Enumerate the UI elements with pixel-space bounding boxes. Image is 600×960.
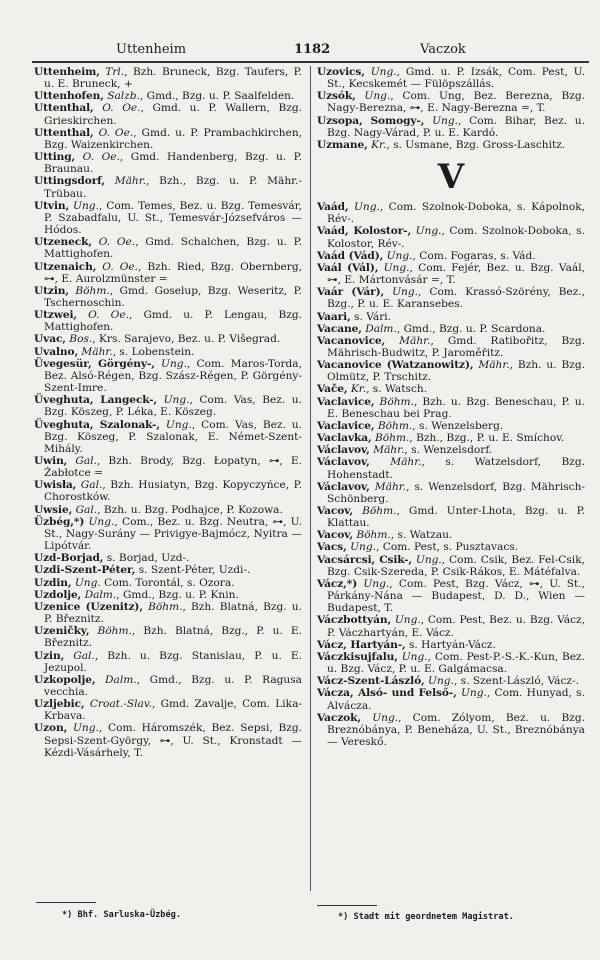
entry-details: , s. Szent-László, Vácz-. — [453, 675, 579, 688]
entry-place-name: Vácza, Alsó- und Felső-, — [317, 687, 457, 700]
entry-details: , Gmd. Zavalje, Com. Lika-Krbava. — [44, 698, 302, 723]
entry-details: , Gmd. Handenberg, Bzg. u. P. Braunau. — [44, 151, 302, 176]
entry-place-name: Üveghuta, Szalonak-, — [34, 418, 160, 431]
gazetteer-entry — [34, 333, 302, 345]
entry-details: , Com. Pest, Bez. u. Bzg. Vácz, P. Váczhartyán, E. Vácz. — [327, 614, 585, 639]
gazetteer-entry — [34, 552, 302, 564]
gazetteer-entry — [34, 200, 302, 236]
entry-details: , Bzh. Blatná, Bzg., P. u. E. Březnitz. — [44, 625, 302, 650]
right-column — [317, 66, 585, 748]
entry-region: Mähr. — [374, 480, 407, 493]
entry-details: s. Hartyán-Vácz. — [408, 638, 496, 651]
entry-details: , Bzh. u. Bzg. Olmütz, P. Trschitz. — [327, 359, 586, 384]
entry-details: , Bzh., Bzg., P. u. E. Smíchov. — [409, 432, 565, 445]
gazetteer-entry — [34, 625, 302, 649]
entry-details: , Com. Krassó-Szörény, Bez., Bzg., P. u. E. Karansebes. — [327, 286, 585, 311]
gazetteer-entry — [34, 722, 302, 758]
right-column-u-entries — [317, 66, 585, 151]
entry-region: Mähr. — [399, 334, 431, 347]
entry-region: Dalm. — [84, 588, 117, 601]
entry-place-name: Vacov, — [317, 529, 354, 542]
entry-place-name: Uzdin, — [34, 576, 72, 589]
entry-place-name: Uzin, — [34, 649, 65, 662]
gazetteer-entry — [317, 250, 585, 262]
entry-details: , Gmd. Unter-Lhota, Bzg. u. P. Klattau. — [327, 505, 586, 530]
gazetteer-entry — [317, 687, 585, 711]
gazetteer-entry — [34, 419, 302, 455]
entry-details: , Com., Bez. u. Bzg. Neutra, ⊶, U. St., Nagy-Surány — Privigye-Bajmócz, Nyitra — Lipótvár. — [44, 515, 302, 553]
header-first-entry: Uttenheim — [116, 42, 187, 57]
entry-region: Ung. — [394, 614, 421, 627]
entry-region: Böhm. — [379, 395, 414, 408]
gazetteer-entry — [34, 479, 302, 503]
entry-place-name: Vaál (Vál), — [317, 261, 379, 274]
entry-place-name: Vaád (Vád), — [317, 249, 384, 262]
entry-region: Kr. — [371, 138, 387, 151]
header-rule — [32, 61, 589, 63]
entry-place-name: Uzljebic, — [34, 698, 85, 711]
entry-place-name: Vaclavice, — [317, 395, 375, 408]
entry-place-name: Vaár (Vár), — [317, 286, 385, 299]
entry-details: , Gmd., Bzg. u. P. Knin. — [116, 588, 239, 601]
entry-place-name: Utzeneck, — [34, 236, 92, 249]
footnote-rule-left — [36, 902, 96, 903]
entry-place-name: Vaád, Kolostor-, — [317, 225, 412, 238]
entry-place-name: Václavov, — [317, 456, 370, 469]
right-column-v-entries — [317, 201, 585, 748]
entry-place-name: Uzsopa, Somogy-, — [317, 114, 425, 127]
entry-details: , Com. Pest-P.-S.-K.-Kun, Bez. u. Bzg. Vácz, P. u. E. Galgámacsa. — [327, 650, 585, 676]
entry-place-name: Uzeničky, — [34, 625, 90, 638]
gazetteer-entry — [34, 90, 302, 102]
gazetteer-entry — [317, 286, 585, 310]
gazetteer-entry — [317, 139, 585, 151]
entry-region: Ung. — [415, 225, 442, 238]
gazetteer-entry — [34, 674, 302, 698]
gazetteer-entry — [34, 261, 302, 285]
entry-region: Ung. — [428, 675, 454, 688]
entry-details: , s. Wenzelsberg. — [412, 419, 504, 432]
entry-place-name: Vače, — [317, 383, 348, 396]
entry-region: Ung. — [401, 650, 428, 663]
entry-details: , s. Watsch. — [366, 383, 428, 396]
entry-place-name: Vacanovice (Watzanowitz), — [317, 359, 474, 372]
entry-region: Mähr. — [373, 444, 405, 457]
entry-region: Ung. — [432, 114, 458, 127]
entry-region: Ung. — [370, 66, 397, 78]
entry-region: Ung. — [415, 553, 442, 566]
entry-place-name: Uzovics, — [317, 66, 365, 78]
header-last-entry: Vaczok — [420, 42, 466, 57]
entry-details: s. Szent-Péter, Uzdi-. — [138, 564, 251, 577]
entry-details: , Com. Zólyom, Bez. u. Bzg. Breznóbánya, P. Beneháza, U. St., Breznóbánya — Vereskő. — [327, 711, 586, 748]
gazetteer-entry — [34, 66, 302, 90]
entry-place-name: Utting, — [34, 151, 76, 164]
entry-region: O. Oe. — [98, 126, 134, 139]
entry-place-name: Uzmane, — [317, 138, 368, 151]
entry-details: , Com. Háromszék, Bez. Sepsi, Bzg. Sepsi-Szent-György, ⊶, U. St., Kronstadt — Kézdi-Vásárhely, T. — [44, 722, 302, 759]
entry-place-name: Uzdolje, — [34, 588, 82, 601]
entry-details: , Com. Fejér, Bez. u. Bzg. Vaál, ⊶, E. Mártonvásár =, T. — [327, 261, 585, 287]
gazetteer-entry — [34, 394, 302, 418]
entry-details: , Com. Ung, Bez. Berezna, Bzg. Nagy-Berezna, ⊶, E. Nagy-Berezna =, T. — [327, 90, 585, 115]
entry-region: Mähr. — [390, 456, 422, 469]
gazetteer-entry — [34, 151, 302, 175]
entry-details: , Com. Hunyad, s. Alvácza. — [327, 687, 585, 712]
entry-place-name: Utzwei, — [34, 309, 78, 322]
entry-region: Böhm. — [377, 419, 413, 432]
entry-details: , Bzh. Bruneck, Bzg. Taufers, P. u. E. Bruneck, + — [44, 66, 302, 91]
gazetteer-entry — [317, 639, 585, 651]
footnote-rule-right — [317, 905, 377, 906]
running-header — [32, 40, 588, 62]
gazetteer-entry — [34, 504, 302, 516]
entry-place-name: Üvegesür, Görgény-, — [34, 357, 155, 370]
footnote-right: *) Stadt mit geordnetem Magistrat. — [338, 912, 514, 922]
entry-details: , Com. Fogaras, s. Vád. — [412, 249, 536, 262]
gazetteer-entry — [34, 516, 302, 552]
entry-details: , Com. Pest, s. Pusztavacs. — [376, 541, 519, 554]
gazetteer-entry — [34, 127, 302, 151]
entry-region: Ung. — [383, 261, 410, 274]
entry-region: Böhm. — [356, 529, 391, 542]
entry-details: , Bzh. u. Bzg. Beneschau, P. u. E. Beneschau bei Prag. — [327, 395, 585, 420]
gazetteer-entry — [317, 359, 585, 383]
entry-region: Ung. — [73, 199, 99, 212]
entry-details: , s. Watzelsdorf, Bzg. Hohenstadt. — [327, 456, 585, 481]
entry-place-name: Vaclavice, — [317, 419, 375, 432]
gazetteer-entry — [317, 444, 585, 456]
entry-region: O. Oe. — [102, 260, 139, 273]
section-letter: V — [437, 157, 465, 198]
gazetteer-entry — [317, 554, 585, 578]
entry-region: Dalm. — [365, 322, 397, 335]
entry-details: , Com. Bihar, Bez. u. Bzg. Nagy-Várad, P. u. E. Kardó. — [327, 114, 585, 139]
entry-region: Gal. — [75, 455, 97, 467]
entry-region: O. Oe. — [102, 102, 141, 115]
entry-region: Gal. — [73, 649, 95, 662]
entry-region: Böhm. — [362, 505, 397, 517]
entry-details: , Bzh. Ried, Bzg. Obernberg, ⊶, E. Aurolzmünster = — [44, 260, 302, 285]
entry-region: Croat.-Slav. — [89, 698, 152, 711]
gazetteer-entry — [317, 383, 585, 395]
entry-details: , s. Wenzelsdorf, Bzg. Mährisch-Schönberg. — [327, 480, 585, 505]
entry-place-name: Utvin, — [34, 199, 70, 212]
gazetteer-entry — [317, 396, 585, 420]
gazetteer-entry — [317, 262, 585, 286]
entry-details: , Gmd. Goselup, Bzg. Weseritz, P. Tschernoschin. — [44, 284, 302, 309]
entry-place-name: Uttenthal, — [34, 126, 94, 139]
entry-place-name: Uzon, — [34, 722, 68, 735]
entry-details: , Bzh. Brody, Bzg. Łopatyn, ⊶, E. Żabłotce = — [44, 455, 302, 480]
entry-details: , Com. Vas, Bez. u. Bzg. Köszeg, P. Léka, E. Köszeg. — [44, 394, 303, 419]
entry-details: , Gmd. u. P. Prambachkirchen, Bzg. Waizenkirchen. — [44, 126, 303, 151]
entry-region: Ung. — [364, 90, 391, 103]
gazetteer-entry — [34, 102, 302, 126]
entry-details: , Bzh. Husiatyn, Bzg. Kopyczyńce, P. Chorostków. — [44, 479, 302, 504]
entry-place-name: Uwisła, — [34, 479, 77, 492]
entry-place-name: Uzkopolje, — [34, 673, 96, 686]
entry-region: Bos. — [69, 333, 93, 346]
gazetteer-entry — [317, 651, 585, 675]
entry-details: , s. Usmane, Bzg. Gross-Laschitz. — [386, 138, 566, 151]
gazetteer-entry — [34, 346, 302, 358]
gazetteer-entry — [317, 529, 585, 541]
entry-details: , s. Watzau. — [390, 529, 453, 542]
entry-details: , Bzh. Blatná, Bzg. u. P. Březnitz. — [44, 600, 302, 626]
entry-details: , Gmd. u. P. Izsák, Com. Pest, U. St., Kecskemét — Fülöpszállás. — [327, 66, 585, 91]
footnote-left: *) Bhf. Sarluska-Üzbég. — [62, 910, 181, 920]
entry-place-name: Vácz, Hartyán-, — [317, 638, 406, 651]
left-column — [34, 66, 302, 759]
entry-details: , Krs. Sarajevo, Bez. u. P. Višegrad. — [92, 333, 281, 346]
entry-region: Kr. — [350, 383, 367, 396]
entry-details: , Gmd., Bzg. u. P. Scardona. — [396, 322, 546, 335]
entry-place-name: Üzbég,*) — [34, 515, 85, 528]
entry-details: , Gmd. u. P. Lengau, Bzg. Mattighofen. — [44, 309, 302, 334]
entry-place-name: Üveghuta, Langeck-, — [34, 394, 157, 407]
gazetteer-entry — [317, 432, 585, 444]
entry-place-name: Vácz-Szent-László, — [317, 675, 425, 688]
entry-place-name: Uzsók, — [317, 90, 356, 103]
entry-place-name: Váczbottyán, — [317, 614, 392, 627]
entry-details: , s. Wenzelsdorf. — [404, 444, 493, 457]
gazetteer-entry — [34, 589, 302, 601]
entry-region: Ung. — [353, 201, 380, 214]
entry-region: O. Oe. — [88, 309, 129, 322]
gazetteer-entry — [34, 455, 302, 479]
gazetteer-entry — [34, 236, 302, 260]
entry-details: , Com. Temes, Bez. u. Bzg. Temesvár, P. Szabadfalu, U. St., Temesvár-Józsefváros — Hódos. — [44, 199, 302, 237]
entry-place-name: Utzenaich, — [34, 260, 97, 273]
entry-details: , Com. Csik, Bez. Fel-Csik, Bzg. Csik-Szereda, P. Csik-Rákos, E. Mátéfalva. — [327, 553, 585, 578]
entry-region: Dalm. — [105, 673, 137, 686]
entry-place-name: Utzin, — [34, 284, 69, 297]
entry-details: , Com. Pest, Bzg. Vácz, ⊶, U. St., Párkány-Nána — Budapest, D. D., Wien — Budapest, T. — [327, 577, 585, 615]
entry-place-name: Vaád, — [317, 201, 349, 214]
gazetteer-entry — [317, 541, 585, 553]
entry-region: Ung. — [460, 687, 487, 700]
gazetteer-entry — [34, 309, 302, 333]
entry-details: , Gmd. u. P. Wallern, Bzg. Grieskirchen. — [44, 102, 303, 127]
gazetteer-entry — [317, 90, 585, 114]
entry-region: Mähr. — [478, 359, 510, 372]
entry-region: Salzb. — [107, 90, 140, 103]
gazetteer-entry — [34, 650, 302, 674]
entry-details: s. Vári. — [354, 310, 392, 323]
entry-place-name: Vacov, — [317, 505, 354, 517]
entry-place-name: Vacs, — [317, 541, 347, 554]
entry-details: , s. Lobenstein. — [112, 345, 195, 358]
entry-details: , Bzh., Bzg. u. P. Mähr.-Trübau. — [44, 175, 302, 200]
entry-place-name: Uwin, — [34, 455, 68, 467]
entry-region: Böhm. — [374, 432, 410, 445]
gazetteer-entry — [317, 481, 585, 505]
entry-region: Ung. — [350, 541, 376, 554]
gazetteer-entry — [317, 66, 585, 90]
entry-region: O. Oe. — [82, 151, 120, 164]
entry-region: Gal. — [75, 503, 98, 516]
entry-place-name: Vácz,*) — [317, 577, 358, 590]
entry-region: Ung. — [372, 711, 399, 724]
entry-place-name: Vacanovice, — [317, 334, 386, 347]
entry-region: Ung. — [386, 249, 413, 262]
entry-place-name: Uvalno, — [34, 345, 79, 358]
gazetteer-entry — [317, 420, 585, 432]
gazetteer-entry — [317, 201, 585, 225]
gazetteer-entry — [34, 577, 302, 589]
gazetteer-entry — [317, 311, 585, 323]
entry-region: Trl. — [105, 66, 125, 78]
gazetteer-entry — [317, 115, 585, 139]
gazetteer-entry — [34, 285, 302, 309]
gazetteer-entry — [317, 614, 585, 638]
entry-place-name: Vaari, — [317, 310, 351, 323]
entry-region: Gal. — [80, 479, 103, 492]
entry-place-name: Uzd-Borjad, — [34, 552, 104, 565]
entry-place-name: Vaclavka, — [317, 432, 372, 445]
entry-place-name: Uttingsdorf, — [34, 175, 105, 188]
entry-region: Ung. — [74, 576, 101, 589]
entry-details: Com. Torontál, s. Ozora. — [100, 576, 235, 589]
column-divider — [310, 66, 311, 891]
entry-place-name: Václavov, — [317, 480, 370, 493]
gazetteer-entry — [34, 698, 302, 722]
gazetteer-entry — [317, 505, 585, 529]
entry-place-name: Václavov, — [317, 444, 370, 457]
page-number: 1182 — [294, 42, 331, 57]
entry-place-name: Uwsie, — [34, 503, 73, 516]
gazetteer-entry — [317, 675, 585, 687]
entry-details: , Gmd., Bzg. u. P. Saalfelden. — [139, 90, 295, 103]
gazetteer-entry — [317, 335, 585, 359]
gazetteer-entry — [317, 578, 585, 614]
entry-details: , Gmd. Schalchen, Bzg. u. P. Mattighofen. — [44, 236, 302, 261]
entry-region: Böhm. — [75, 284, 110, 297]
entry-place-name: Uvac, — [34, 333, 66, 346]
gazetteer-entry — [34, 358, 302, 394]
entry-region: Ung. — [163, 394, 190, 407]
gazetteer-entry — [34, 601, 302, 625]
gazetteer-entry — [317, 323, 585, 335]
entry-place-name: Vacsárcsi, Csik-, — [317, 553, 413, 566]
gazetteer-entry — [317, 712, 585, 748]
entry-place-name: Vacane, — [317, 322, 362, 335]
entry-place-name: Uttenhofen, — [34, 90, 104, 103]
entry-details: , Com. Szolnok-Doboka, s. Kolostor, Rév-. — [327, 225, 585, 250]
entry-region: Böhm. — [97, 625, 132, 638]
entry-place-name: Vaczok, — [317, 711, 361, 724]
gazetteer-entry — [34, 564, 302, 576]
entry-details: , Com. Maros-Torda, Bez. Alsó-Régen, Bzg. Szász-Régen, P. Görgény-Szent-Imre. — [44, 357, 302, 395]
entry-region: Ung. — [165, 418, 192, 431]
entry-region: Böhm. — [148, 600, 183, 613]
entry-region: Ung. — [161, 357, 187, 370]
entry-place-name: Uttenthal, — [34, 102, 94, 115]
gazetteer-entry — [34, 175, 302, 199]
entry-region: Ung. — [392, 286, 419, 299]
gazetteer-entry — [317, 456, 585, 480]
entry-region: Mähr. — [114, 175, 147, 188]
entry-region: Ung. — [363, 577, 390, 590]
entry-place-name: Váczkisujfalu, — [317, 650, 398, 663]
entry-place-name: Uzdi-Szent-Péter, — [34, 564, 136, 577]
entry-region: O. Oe. — [98, 236, 136, 249]
entry-region: Mähr. — [81, 345, 113, 358]
entry-details: , Com. Szolnok-Doboka, s. Kápolnok, Rév-. — [327, 201, 585, 226]
entry-details: s. Borjad, Uzd-. — [106, 552, 190, 565]
entry-place-name: Uzenice (Uzenitz), — [34, 600, 143, 613]
entry-details: , Bzh. u. Bzg. Stanislau, P. u. E. Jezupol. — [44, 649, 303, 674]
entry-details: , Gmd., Bzg. u. P. Ragusa vecchia. — [44, 673, 302, 698]
entry-details: , Com. Vas, Bez. u. Bzg. Köszeg, P. Szalonak, E. Német-Szent-Mihály. — [44, 418, 303, 455]
entry-details: , Bzh. u. Bzg. Podhajce, P. Kozowa. — [97, 503, 283, 516]
entry-region: Ung. — [88, 515, 115, 528]
entry-details: , Gmd. Ratibořitz, Bzg. Mährisch-Budwitz, P. Jaroměřitz. — [327, 334, 585, 359]
gazetteer-entry — [317, 225, 585, 249]
entry-region: Ung. — [72, 722, 99, 735]
entry-place-name: Uttenheim, — [34, 66, 100, 78]
